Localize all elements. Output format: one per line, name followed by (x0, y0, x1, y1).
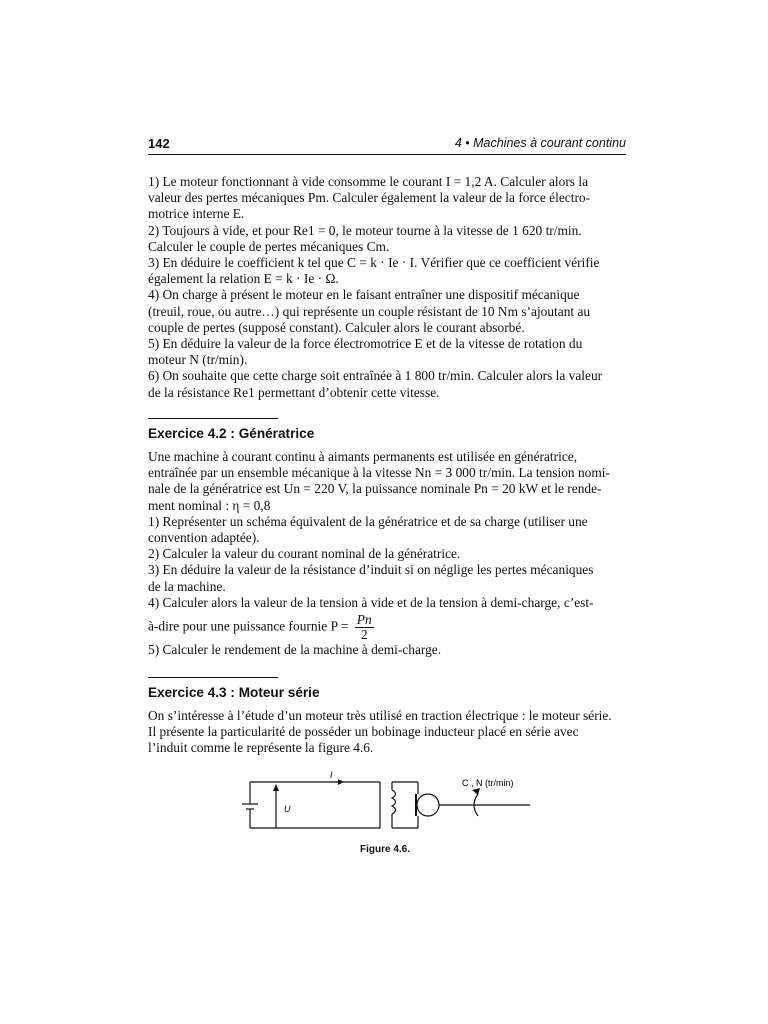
text-line: moteur N (tr/min). (148, 352, 248, 368)
fraction-denominator: 2 (360, 627, 368, 643)
questions-block-1 (148, 174, 626, 401)
text-line: 3) En déduire la valeur de la résistance d’induit si on néglige les pertes mécaniques (148, 562, 594, 578)
text-line: Il présente la particularité de posséder un bobinage inducteur placé en série avec (148, 724, 579, 740)
section-rule (148, 418, 278, 419)
fraction-prefix: à-dire pour une puissance fournie P = (148, 618, 349, 634)
text-line: 6) On souhaite que cette charge soit entraînée à 1 800 tr/min. Calculer alors la valeur (148, 368, 603, 384)
running-header (148, 134, 626, 155)
page-number: 142 (148, 136, 170, 151)
text-line: 1) Le moteur fonctionnant à vide consomme le courant I = 1,2 A. Calculer alors la (148, 174, 589, 189)
chapter-title: 4 • Machines à courant continu (454, 136, 626, 150)
text-line: de la résistance Re1 permettant d’obtenir cette vitesse. (148, 384, 440, 400)
text-line: (treuil, roue, ou autre…) qui représente un couple résistant de 10 Nm s’ajoutant au (148, 303, 591, 319)
exercise-4-3-title: Exercice 4.3 : Moteur série (148, 685, 320, 700)
text-line: entraînée par un ensemble mécanique à la vitesse Nn = 3 000 tr/min. La tension nomi- (148, 465, 610, 481)
label-c-n: C , N (tr/min) (462, 778, 514, 788)
text-line: également la relation E = k · Ie · Ω. (148, 271, 339, 287)
text-line: 1) Représenter un schéma équivalent de la génératrice et de sa charge (utiliser une (148, 513, 588, 529)
text-line: 5) Calculer le rendement de la machine à demi-charge. (148, 642, 442, 658)
text-line: 5) En déduire la valeur de la force électromotrice E et de la vitesse de rotation du (148, 336, 583, 352)
exercise-4-3-body (148, 708, 626, 757)
exercise-4-2-body (148, 449, 626, 658)
text-line: nale de la génératrice est Un = 220 V, la puissance nominale Pn = 20 kW et le rende- (148, 481, 602, 497)
text-line: convention adaptée). (148, 530, 260, 546)
text-line: 2) Toujours à vide, et pour Re1 = 0, le moteur tourne à la vitesse de 1 620 tr/min. (148, 222, 582, 238)
label-u: U (284, 804, 291, 814)
section-rule (148, 677, 278, 678)
label-i: I (330, 770, 333, 780)
text-line: On s’intéresse à l’étude d’un moteur très utilisé en traction électrique : le moteur série. (148, 708, 612, 723)
text-line: 4) Calculer alors la valeur de la tension à vide et de la tension à demi-charge, c’est- (148, 594, 594, 610)
text-line: couple de pertes (supposé constant). Calculer alors le courant absorbé. (148, 319, 525, 335)
exercise-4-2-title: Exercice 4.2 : Génératrice (148, 426, 315, 441)
text-line: de la machine. (148, 578, 226, 594)
text-line: Calculer le couple de pertes mécaniques Cm. (148, 238, 390, 254)
text-line: valeur des pertes mécaniques Pm. Calculer également la valeur de la force électro- (148, 190, 591, 206)
text-line: l’induit comme le représente la figure 4.6. (148, 740, 374, 756)
fraction-pn-over-2 (355, 613, 374, 642)
text-line: 4) On charge à présent le moteur en le faisant entraîner une dispositif mécanique (148, 287, 580, 303)
text-line: ment nominal : η = 0,8 (148, 497, 271, 513)
fraction-numerator: Pn (356, 612, 372, 628)
text-line: Une machine à courant continu à aimants permanents est utilisée en génératrice, (148, 449, 578, 464)
text-line: 2) Calculer la valeur du courant nominal de la génératrice. (148, 546, 461, 562)
motor-armature (417, 794, 439, 816)
text-line: 3) En déduire le coefficient k tel que C = k · Ie · I. Vérifier que ce coefficient vérifie (148, 255, 600, 271)
series-motor-circuit-figure (240, 770, 540, 840)
text-line: motrice interne E. (148, 206, 245, 222)
fraction-line (148, 613, 626, 642)
field-winding-coil (392, 790, 396, 814)
figure-caption: Figure 4.6. (360, 844, 411, 855)
